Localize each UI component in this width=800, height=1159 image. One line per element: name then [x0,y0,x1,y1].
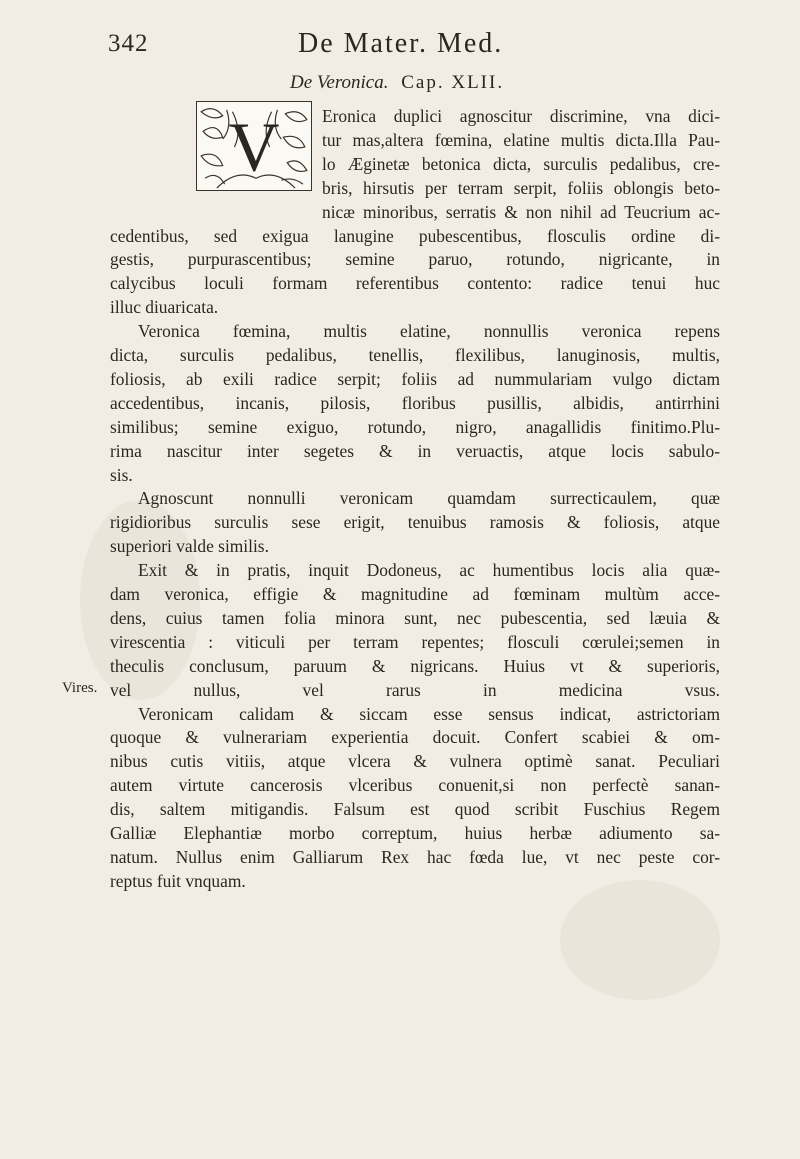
page-header [108,28,728,68]
text-line: dicta, surculis pedalibus, tenellis, flexilibus, lanuginosis, multis, [110,345,720,365]
text-line: dam veronica, effigie & magnitudine ad fœminam multùm acce- [110,584,720,604]
chapter-title: De Veronica. [290,72,389,93]
margin-note: Vires. [62,680,98,696]
text-line: quoque & vulnerariam experientia docuit. Confert scabiei & om- [110,727,720,748]
text-line: virescentia : viticuli per terram repentes; flosculi cœrulei;semen in [110,631,720,652]
chapter-label: Cap. XLII. [401,72,505,93]
text-line: dens, cuius tamen folia minora sunt, nec pubescentia, sed læuia & [110,607,720,628]
text-line: foliosis, ab exili radice serpit; foliis ad nummulariam vulgo dictam [110,368,720,389]
text-line: nicæ minoribus, serratis & non nihil ad Teucrium ac- [322,201,720,222]
text-line: rima nascitur inter segetes & in veruactis, atque locis sabulo- [110,440,720,461]
text-line: rigidioribus surculis sese erigit, tenuibus ramosis & foliosis, atque [110,512,720,533]
text-line: accedentibus, incanis, pilosis, floribus pusillis, albidis, antirrhini [110,392,720,413]
running-head: De Mater. Med. [298,28,504,59]
text-line: Galliæ Elephantiæ morbo correptum, huius herbæ adiumento sa- [110,823,720,843]
text-line: nibus cutis vitiis, atque vlcera & vulnera optimè sanat. Peculiari [110,751,720,772]
text-line: Veronica fœmina, multis elatine, nonnullis veronica repens [138,321,720,342]
text-line: autem virtute cancerosis vlceribus conuenit,si non perfectè sanan- [110,775,720,796]
text-line: Eronica duplici agnoscitur discrimine, vna dici- [322,106,720,126]
text-line: natum. Nullus enim Galliarum Rex hac fœda lue, vt nec peste cor- [110,846,720,867]
text-line: cedentibus, sed exigua lanugine pubescentibus, flosculis ordine di- [110,225,720,246]
text-line: lo Æginetæ betonica dicta, surculis pedalibus, cre- [322,153,720,174]
text-line: tur mas,altera fœmina, elatine multis dicta.Illa Pau- [322,129,720,150]
text-line: bris, hirsutis per terram serpit, foliis oblongis beto- [322,177,720,198]
svg-text:V: V [228,108,280,187]
text-line: reptus fuit vnquam. [110,870,246,891]
text-line: calycibus loculi formam referentibus contento: radice tenui huc [110,273,720,294]
text-line: Exit & in pratis, inquit Dodoneus, ac humentibus locis alia quæ- [138,560,720,581]
chapter-heading [290,72,504,94]
text-line: theculis conclusum, paruum & nigricans. Huius vt & superioris, [110,655,720,676]
text-line: Agnoscunt nonnulli veronicam quamdam surrecticaulem, quæ [138,488,720,509]
text-line: superiori valde similis. [110,536,269,557]
text-line: illuc diuaricata. [110,297,219,318]
text-line: dis, saltem mitigandis. Falsum est quod scribit Fuschius Regem [110,799,720,820]
page-number: 342 [108,30,149,57]
text-line: vel nullus, vel rarus in medicina vsus. [110,679,720,700]
text-line: Veronicam calidam & siccam esse sensus indicat, astrictoriam [138,703,720,724]
text-line: sis. [110,464,133,485]
text-line: similibus; semine exiguo, rotundo, nigro, anagallidis finitimo.Plu- [110,416,720,437]
text-line: gestis, purpurascentibus; semine paruo, rotundo, nigricante, in [110,249,720,270]
